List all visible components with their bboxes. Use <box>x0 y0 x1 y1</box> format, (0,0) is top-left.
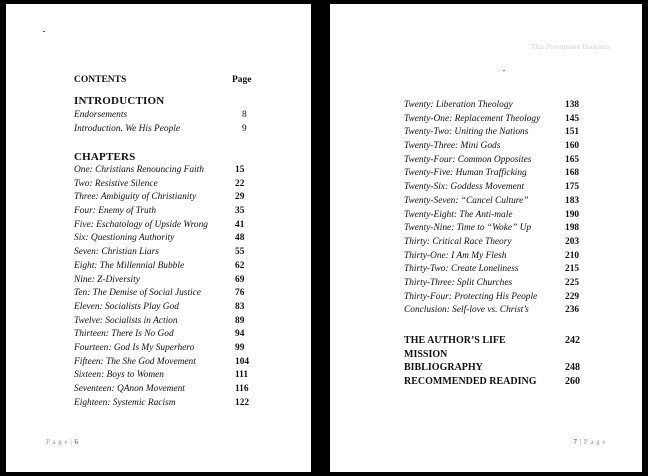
toc-entry <box>404 236 594 250</box>
toc-entry-page: 165 <box>565 154 580 165</box>
toc-entry-title: One: Christians Renouncing Faith <box>74 165 204 175</box>
toc-entry-page: 122 <box>235 397 250 408</box>
toc-entry <box>74 287 254 301</box>
introduction-heading: INTRODUCTION <box>74 95 165 107</box>
back-matter-entry <box>404 348 594 362</box>
toc-entry <box>404 181 594 195</box>
toc-entry-title: MISSION <box>404 348 448 360</box>
toc-entry-title: Twenty: Liberation Theology <box>404 100 513 110</box>
toc-entry-page: 260 <box>565 376 580 388</box>
back-matter-list <box>404 334 594 389</box>
toc-entry <box>74 109 254 123</box>
toc-entry-title: BIBLIOGRAPHY <box>404 362 483 374</box>
toc-entry-page: 215 <box>565 264 580 275</box>
toc-entry <box>74 356 254 370</box>
toc-entry <box>404 304 594 318</box>
toc-entry-title: Two: Resistive Silence <box>74 178 158 189</box>
toc-entry <box>74 178 254 192</box>
toc-entry <box>404 126 594 140</box>
toc-entry-title: Nine: Z-Diversity <box>74 274 140 285</box>
toc-entry-title: Eleven: Socialists Play God <box>74 301 179 312</box>
toc-entry <box>74 123 254 137</box>
toc-entry-title: Seventeen: QAnon Movement <box>74 384 185 394</box>
toc-entry <box>74 219 254 233</box>
toc-entry-page: 9 <box>242 123 247 134</box>
toc-entry-page: 190 <box>565 209 580 220</box>
right-page <box>330 4 642 472</box>
toc-entry-page: 229 <box>565 291 580 302</box>
toc-entry <box>404 195 594 209</box>
toc-entry-title: Twenty-One: Replacement Theology <box>404 113 541 124</box>
toc-entry-page: 236 <box>565 305 580 316</box>
toc-entry <box>74 246 254 260</box>
toc-entry-page: 89 <box>235 315 245 326</box>
toc-entry-title: Twenty-Four: Common Opposites <box>404 154 532 165</box>
toc-entry-title: Eight: The Millennial Bubble <box>74 260 185 271</box>
toc-entry <box>74 205 254 219</box>
footer-page-label: P a g e | <box>46 438 73 446</box>
toc-entry-page: 138 <box>565 100 580 110</box>
toc-entry-page: 8 <box>242 110 247 120</box>
toc-entry-page: 94 <box>235 329 245 340</box>
toc-entry-page: 168 <box>565 168 580 179</box>
page-column-label: Page <box>232 75 252 85</box>
toc-entry-title: Twenty-Eight: The Anti-male <box>404 209 513 220</box>
toc-entry-title: Twenty-Seven: “Cancel Culture” <box>404 195 529 206</box>
toc-entry-page: 145 <box>565 113 580 124</box>
toc-entry-page: 248 <box>565 362 580 374</box>
toc-entry <box>74 191 254 205</box>
toc-entry-title: Three: Ambiguity of Christianity <box>74 192 197 203</box>
toc-entry-title: Endorsements <box>74 110 128 120</box>
toc-entry <box>74 260 254 274</box>
toc-entry-title: Twenty-Five: Human Trafficking <box>404 168 527 179</box>
toc-entry-page: 22 <box>235 178 245 189</box>
toc-entry-title: Thirty-Three: Split Churches <box>404 277 513 288</box>
toc-entry-page: 48 <box>235 233 245 244</box>
footer-page-label: | P a g e <box>579 438 606 446</box>
toc-entry <box>404 209 594 223</box>
toc-entry-page: 210 <box>565 250 580 261</box>
toc-entry-page: 160 <box>565 141 580 152</box>
toc-entry <box>404 113 594 127</box>
toc-entry-title: Twenty-Six: Goddess Movement <box>404 182 525 193</box>
toc-entry <box>404 140 594 154</box>
toc-entry <box>74 232 254 246</box>
toc-entry-page: 116 <box>235 384 249 394</box>
toc-entry-title: Thirty: Critical Race Theory <box>404 236 512 247</box>
back-matter-entry <box>404 334 594 348</box>
page-footer-left <box>46 438 79 446</box>
page-speck <box>43 31 45 32</box>
toc-entry-title: Twenty-Two: Uniting the Nations <box>404 127 529 138</box>
toc-entry <box>404 154 594 168</box>
toc-entry-page: 99 <box>235 342 245 353</box>
toc-entry-title: Thirteen: There Is No God <box>74 329 174 340</box>
toc-entry-page: 111 <box>235 370 249 381</box>
toc-entry-page: 15 <box>235 165 245 175</box>
toc-entry-title: Fourteen: God Is My Superhero <box>74 342 195 353</box>
toc-entry-page: 104 <box>235 356 250 367</box>
toc-entry-title: Four: Enemy of Truth <box>74 206 157 217</box>
toc-entry <box>404 263 594 277</box>
toc-entry <box>404 167 594 181</box>
toc-entry-page: 76 <box>235 288 245 299</box>
toc-entry-title: Twenty-Nine: Time to “Woke” Up <box>404 223 532 234</box>
toc-entry-title: Thirty-Four: Protecting His People <box>404 291 538 302</box>
toc-entry <box>74 274 254 288</box>
contents-label: CONTENTS <box>74 75 127 85</box>
chapters-list-left <box>74 164 254 410</box>
toc-entry <box>74 369 254 383</box>
footer-page-number: 7 <box>573 438 578 446</box>
toc-entry-page: 175 <box>565 182 580 193</box>
toc-entry <box>74 164 254 178</box>
toc-entry <box>74 342 254 356</box>
toc-entry <box>74 315 254 329</box>
toc-entry-title: THE AUTHOR’S LIFE <box>404 335 506 346</box>
toc-entry <box>74 328 254 342</box>
toc-entry-title: RECOMMENDED READING <box>404 376 537 388</box>
toc-entry-page: 198 <box>565 223 580 234</box>
toc-entry <box>404 250 594 264</box>
toc-entry-title: Conclusion: Self-love vs. Christ’s <box>404 305 529 316</box>
toc-entry-title: Eighteen: Systemic Racism <box>74 397 176 408</box>
toc-entry-page: 83 <box>235 301 245 312</box>
toc-entry-title: Twenty-Three: Mini Gods <box>404 141 501 152</box>
chapters-heading: CHAPTERS <box>74 151 136 163</box>
toc-entry <box>404 277 594 291</box>
toc-entry-page: 55 <box>235 247 245 258</box>
back-matter-entry <box>404 375 594 389</box>
page-speck <box>503 70 505 72</box>
page-footer-right <box>574 438 607 446</box>
toc-entry <box>404 222 594 236</box>
toc-entry-title: Thirty-Two: Create Loneliness <box>404 264 519 275</box>
toc-entry <box>74 383 254 397</box>
toc-entry-page: 151 <box>565 127 580 138</box>
toc-entry <box>74 301 254 315</box>
back-matter-entry <box>404 361 594 375</box>
toc-entry-title: Five: Eschatology of Upside Wrong <box>74 219 208 230</box>
toc-entry-title: Fifteen: The She God Movement <box>74 356 196 367</box>
toc-entry <box>404 291 594 305</box>
toc-entry-page: 35 <box>235 206 245 217</box>
toc-entry-title: Introduction. We His People <box>74 123 181 134</box>
toc-entry <box>404 99 594 113</box>
toc-entry-title: Thirty-One: I Am My Flesh <box>404 250 507 261</box>
toc-entry-title: Ten: The Demise of Social Justice <box>74 288 201 299</box>
chapters-list-right <box>404 99 594 318</box>
left-page <box>6 4 311 472</box>
toc-entry-page: 242 <box>565 335 580 346</box>
toc-entry <box>74 397 254 411</box>
toc-entry-title: Sixteen: Boys to Women <box>74 370 164 381</box>
intro-entries-list <box>74 109 254 136</box>
toc-entry-title: Six: Questioning Authority <box>74 233 175 244</box>
running-header: This Preeminent Darkness <box>530 42 610 51</box>
toc-entry-page: 69 <box>235 274 245 285</box>
toc-entry-page: 225 <box>565 277 580 288</box>
toc-entry-page: 183 <box>565 195 580 206</box>
toc-entry-page: 62 <box>235 260 245 271</box>
toc-entry-title: Seven: Christian Liars <box>74 247 159 258</box>
toc-entry-page: 29 <box>235 192 245 203</box>
toc-entry-page: 203 <box>565 236 580 247</box>
toc-entry-title: Twelve: Socialists in Action <box>74 315 178 326</box>
toc-entry-page: 41 <box>235 219 245 230</box>
footer-page-number: 6 <box>74 438 79 446</box>
